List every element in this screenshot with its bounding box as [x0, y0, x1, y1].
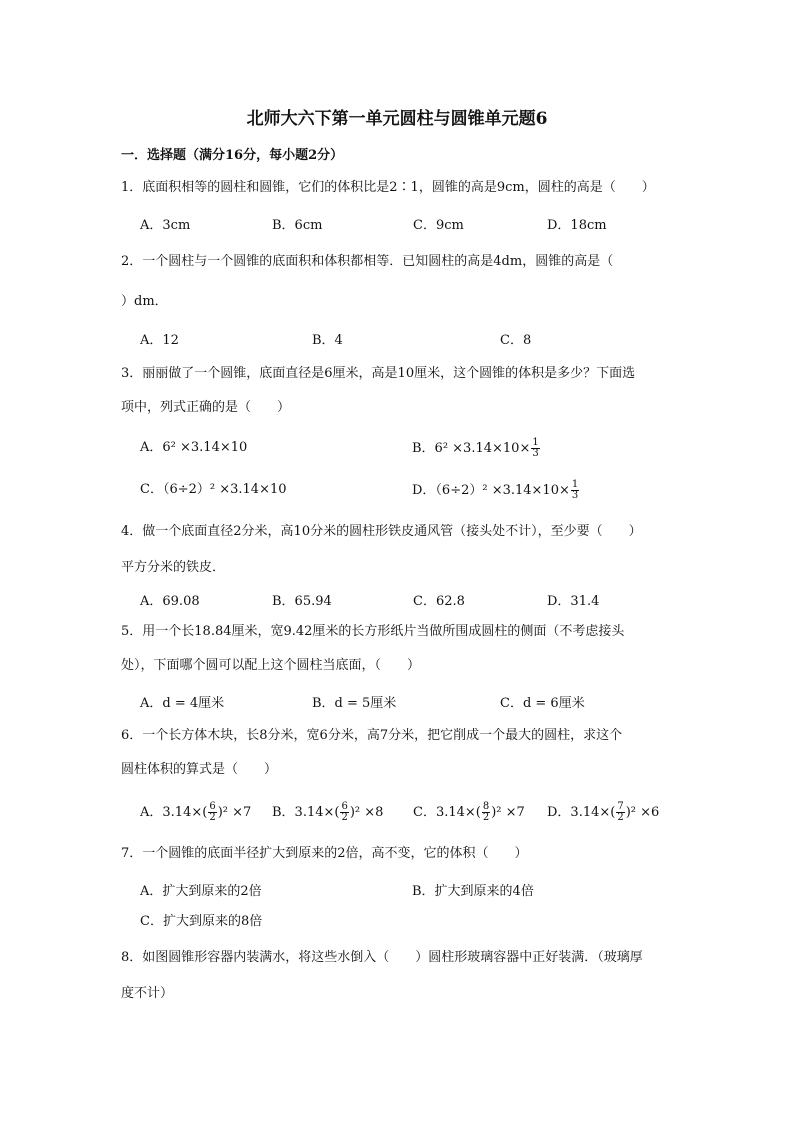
- option-c-suffix: )² ×7: [491, 805, 525, 820]
- question-4-option-a: A．69.08: [140, 594, 200, 609]
- option-d-prefix: D．3.14×(: [547, 805, 616, 820]
- question-3-line-1: 3．丽丽做了一个圆锥，底面直径是6厘米，高是10厘米，这个圆锥的体积是多少？下面选: [121, 366, 636, 381]
- question-5-line-2: 处），下面哪个圆可以配上这个圆柱当底面，（ ）: [121, 658, 421, 673]
- question-4-option-c: C．62.8: [413, 594, 465, 609]
- question-6-line-2: 圆柱体积的算式是（ ）: [121, 762, 278, 777]
- question-3-option-b-expr: B．6² ×3.14×10×: [412, 441, 531, 456]
- question-3-option-a: A．6² ×3.14×10: [140, 440, 248, 455]
- question-6-line-1: 6．一个长方体木块，长8分米，宽6分米，高7分米，把它削成一个最大的圆柱，求这个: [121, 728, 623, 743]
- question-1-option-d: D．18cm: [547, 218, 607, 233]
- question-8-line-1: 8．如图圆锥形容器内装满水，将这些水倒入（ ）圆柱形玻璃容器中正好装满．（玻璃厚: [121, 950, 643, 965]
- question-3-option-d-expr: D．（6÷2）² ×3.14×10×: [412, 483, 570, 498]
- question-8-line-2: 度不计）: [121, 986, 174, 1001]
- option-a-suffix: )² ×7: [217, 805, 252, 820]
- question-2-line-1: 2．一个圆柱与一个圆锥的底面积和体积都相等．已知圆柱的高是4dm，圆锥的高是（: [121, 254, 614, 269]
- question-5-line-1: 5．用一个长18.84厘米，宽9.42厘米的长方形纸片当做所围成圆柱的侧面（不考虑接头: [121, 624, 625, 639]
- question-3-line-2: 项中，列式正确的是（ ）: [121, 400, 291, 415]
- question-4-line-1: 4．做一个底面直径2分米，高10分米的圆柱形铁皮通风管（接头处不计），至少要（ ）: [121, 524, 642, 539]
- question-1-option-c: C．9cm: [413, 218, 464, 233]
- question-5-option-b: B．d = 5厘米: [312, 696, 397, 711]
- question-3-option-c: C．（6÷2）² ×3.14×10: [140, 482, 287, 497]
- question-6-option-a: [140, 802, 251, 823]
- option-b-prefix: B．3.14×(: [272, 805, 340, 820]
- fraction: $\frac{6}{2}$: [209, 801, 216, 823]
- question-6-option-b: [272, 802, 383, 823]
- option-d-suffix: )² ×6: [625, 805, 660, 820]
- question-4-line-2: 平方分米的铁皮．: [121, 560, 226, 575]
- option-b-suffix: )² ×8: [349, 805, 384, 820]
- question-7-option-a: A．扩大到原来的2倍: [140, 884, 262, 899]
- question-1-option-b: B．6cm: [272, 218, 323, 233]
- question-1-option-a: A．3cm: [140, 218, 191, 233]
- option-a-prefix: A．3.14×(: [140, 805, 208, 820]
- question-4-option-d: D．31.4: [547, 594, 600, 609]
- question-2-option-a: A．12: [140, 333, 179, 348]
- question-7-option-b: B．扩大到原来的4倍: [412, 884, 534, 899]
- question-3-option-b: [412, 438, 541, 459]
- fraction-one-third: $\frac{1}{3}$: [532, 437, 539, 459]
- question-5-option-a: A．d = 4厘米: [140, 696, 225, 711]
- question-6-option-c: [413, 802, 525, 823]
- question-2-option-b: B．4: [312, 333, 343, 348]
- question-2-option-c: C．8: [500, 333, 532, 348]
- fraction: $\frac{6}{2}$: [341, 801, 348, 823]
- question-4-option-b: B．65.94: [272, 594, 332, 609]
- question-7-text: 7．一个圆锥的底面半径扩大到原来的2倍，高不变，它的体积（ ）: [121, 846, 528, 861]
- fraction-one-third: $\frac{1}{3}$: [571, 479, 579, 501]
- section-heading: 一．选择题（满分16分，每小题2分）: [121, 148, 344, 163]
- fraction: $\frac{8}{2}$: [482, 801, 490, 823]
- question-1-text: 1．底面积相等的圆柱和圆锥，它们的体积比是2∶1，圆锥的高是9cm，圆柱的高是（ ）: [121, 180, 655, 195]
- question-5-option-c: C．d = 6厘米: [500, 696, 585, 711]
- question-7-option-c: C．扩大到原来的8倍: [140, 914, 263, 929]
- option-c-prefix: C．3.14×(: [413, 805, 481, 820]
- question-6-option-d: [547, 802, 659, 823]
- question-2-line-2: ）dm．: [121, 294, 168, 309]
- page-title: 北师大六下第一单元圆柱与圆锥单元题6: [246, 109, 548, 129]
- fraction: $\frac{7}{2}$: [617, 801, 624, 823]
- question-3-option-d: [412, 480, 580, 501]
